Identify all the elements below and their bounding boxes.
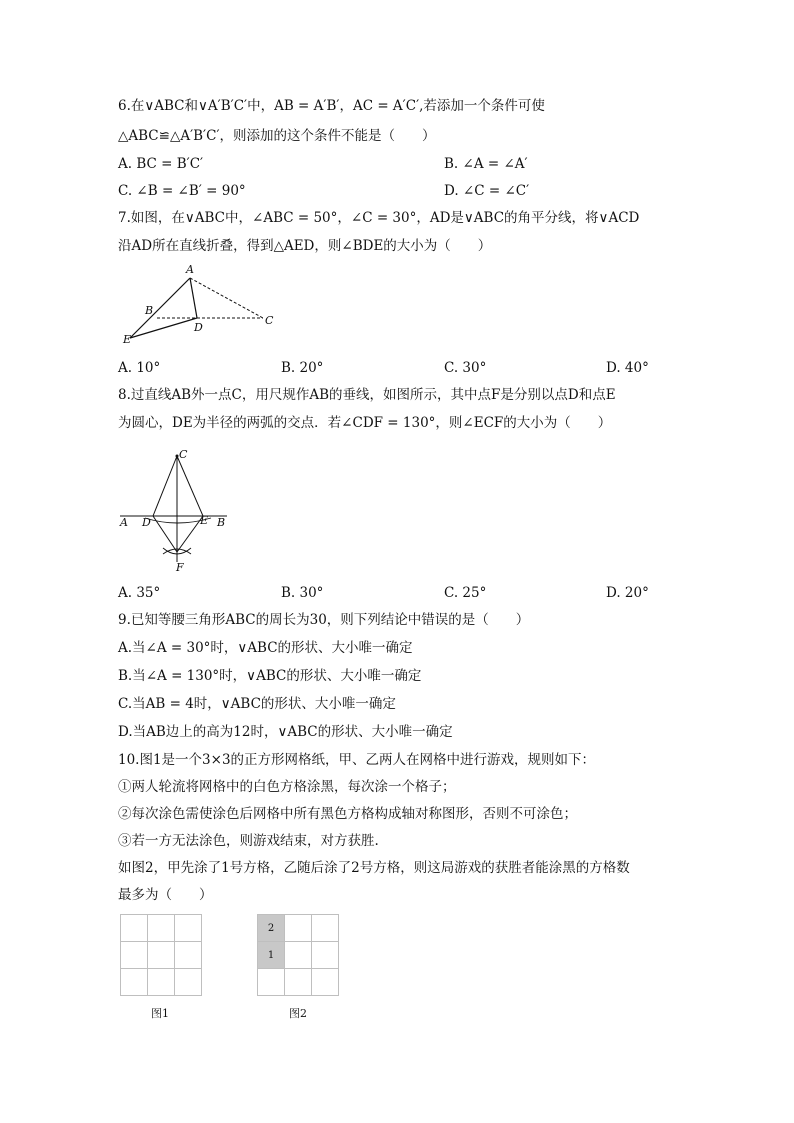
q10-rule-3: ③若一方无法涂色，则游戏结束，对方获胜. xyxy=(118,833,379,849)
label-b: B xyxy=(145,304,154,317)
segment-ac-dashed xyxy=(190,278,263,318)
q10-rule-2: ②每次涂色需使涂色后网格中所有黑色方格构成轴对称图形，否则不可涂色； xyxy=(118,806,577,822)
q9-stem: 9.已知等腰三角形ABC的周长为30，则下列结论中错误的是（ ） xyxy=(118,612,530,628)
q8-option-c: C. 25° xyxy=(444,585,487,601)
q9-option-d: D.当AB边上的高为12时，∨ABC的形状、大小唯一确定 xyxy=(118,724,453,740)
q7-option-a: A. 10° xyxy=(118,360,161,376)
figure-1-grid xyxy=(120,914,202,996)
q7-option-b: B. 20° xyxy=(281,360,324,376)
label-d: D xyxy=(194,321,203,334)
q8-stem-line2: 为圆心，DE为半径的两弧的交点．若∠CDF = 130°，则∠ECF的大小为（ ） xyxy=(118,415,612,431)
q10-stem-line1: 10.图1是一个3×3的正方形网格纸，甲、乙两人在网格中进行游戏，规则如下： xyxy=(118,752,596,768)
q6-stem-line2: △ABC≌△A′B′C′，则添加的这个条件不能是（ ） xyxy=(118,128,436,144)
label-c: C xyxy=(179,448,188,461)
q9-option-c: C.当AB = 4时，∨ABC的形状、大小唯一确定 xyxy=(118,696,396,712)
grid-cell-1: 1 xyxy=(258,942,285,969)
grid-cell-2: 2 xyxy=(258,915,285,942)
q7-stem-line1: 7.如图，在∨ABC中，∠ABC = 50°，∠C = 30°，AD是∨ABC的角平分线，将∨ACD xyxy=(118,210,640,226)
label-e: E xyxy=(200,514,209,527)
label-c: C xyxy=(265,314,274,327)
segment-ce xyxy=(177,456,203,516)
q9-option-b: B.当∠A = 130°时，∨ABC的形状、大小唯一确定 xyxy=(118,668,422,684)
q7-stem-line2: 沿AD所在直线折叠，得到△AED，则∠BDE的大小为（ ） xyxy=(118,238,492,254)
figure-1-caption: 图1 xyxy=(151,1007,169,1020)
q7-triangle-figure xyxy=(115,260,295,350)
q10-rule-1: ①两人轮流将网格中的白色方格涂黑，每次涂一个格子； xyxy=(118,779,456,795)
q8-option-b: B. 30° xyxy=(281,585,324,601)
figure-2-grid xyxy=(257,914,339,996)
q7-option-c: C. 30° xyxy=(444,360,487,376)
segment-cd xyxy=(153,456,177,516)
label-d: D xyxy=(142,516,151,529)
q8-option-a: A. 35° xyxy=(118,585,161,601)
q8-stem-line1: 8.过直线AB外一点C，用尺规作AB的垂线，如图所示，其中点F是分别以点D和点E xyxy=(118,387,616,403)
q6-option-b: B. ∠A = ∠A′ xyxy=(444,156,528,172)
segment-ad xyxy=(190,278,197,318)
q10-stem-line3: 最多为（ ） xyxy=(118,887,213,903)
label-a: A xyxy=(186,263,194,276)
label-e: E xyxy=(123,333,132,346)
figure-2-caption: 图2 xyxy=(289,1007,307,1020)
q9-option-a: A.当∠A = 30°时，∨ABC的形状、大小唯一确定 xyxy=(118,640,413,656)
q6-option-a: A. BC = B′C′ xyxy=(118,156,204,172)
q8-option-d: D. 20° xyxy=(606,585,649,601)
q6-option-d: D. ∠C = ∠C′ xyxy=(444,183,530,199)
label-f: F xyxy=(176,561,184,574)
q10-stem-line2: 如图2，甲先涂了1号方格，乙随后涂了2号方格，则这局游戏的获胜者能涂黑的方格数 xyxy=(118,860,630,876)
q7-option-d: D. 40° xyxy=(606,360,649,376)
label-b: B xyxy=(217,516,226,529)
q6-option-c: C. ∠B = ∠B′ = 90° xyxy=(118,183,246,199)
q8-construction-figure xyxy=(115,440,235,575)
label-a: A xyxy=(120,516,128,529)
q6-stem-line1: 6.在∨ABC和∨A′B′C′中，AB = A′B′，AC = A′C′,若添加一个条件可使 xyxy=(118,98,545,114)
